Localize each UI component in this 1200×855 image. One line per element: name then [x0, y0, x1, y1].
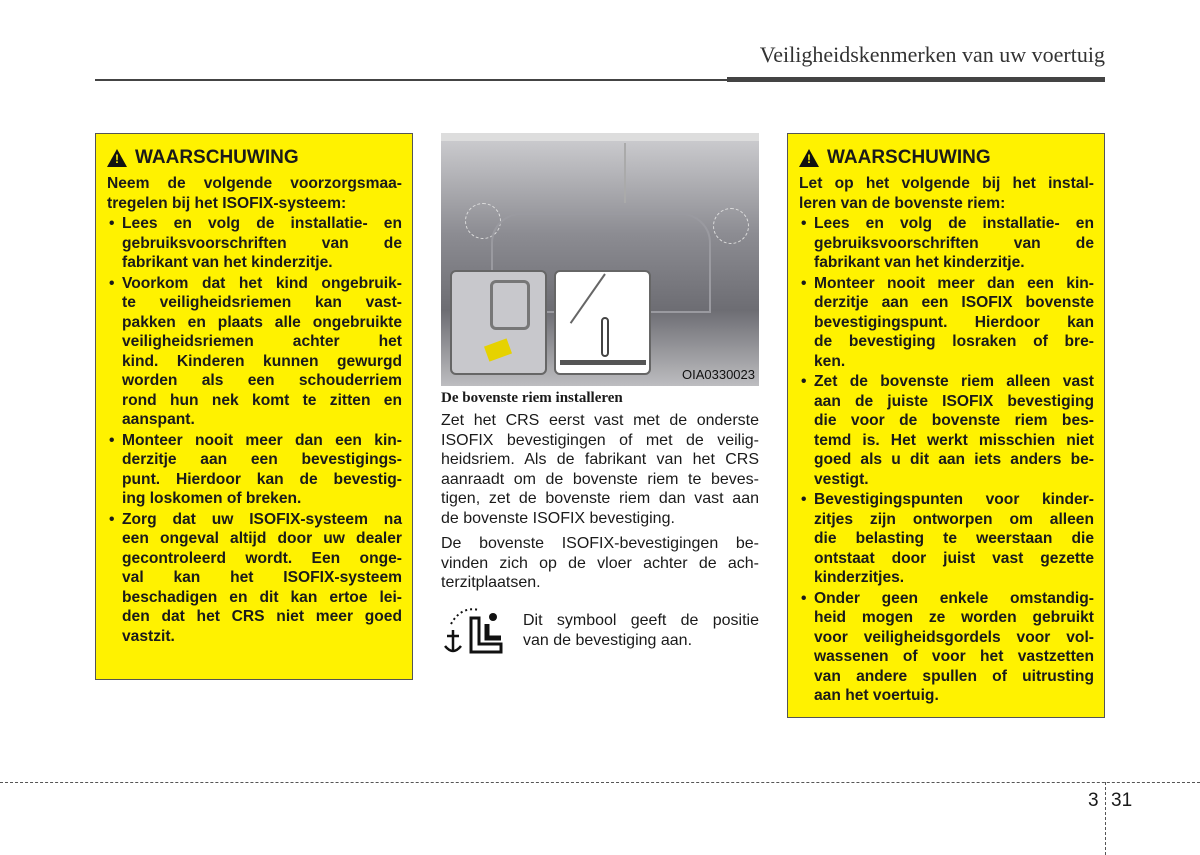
anchor-detail-inset	[450, 270, 547, 375]
text-line: kinderzitjes.	[814, 569, 905, 586]
warning-bullet	[799, 214, 1094, 273]
text-line: • Monteer nooit meer dan een kin-	[814, 274, 1094, 292]
warning-intro	[799, 174, 1094, 213]
warning-bullet	[107, 510, 402, 647]
text-line: wassenen of voor het vastzetten	[814, 648, 1094, 665]
footer-divider	[1105, 782, 1106, 855]
instructions-text	[441, 411, 759, 599]
text-line: • Voorkom dat het kind ongebruik-	[122, 274, 402, 292]
text-line: kind. Kinderen kunnen gewurgd	[122, 352, 402, 370]
text-line: • Zorg dat uw ISOFIX-systeem na	[122, 510, 402, 528]
header-rule	[95, 79, 727, 81]
text-line: terzitplaatsen.	[441, 574, 541, 591]
image-code: OIA0330023	[681, 367, 755, 382]
text-line: voor veiligheidsgordels voor vol-	[814, 628, 1094, 646]
text-line: aan de juiste ISOFIX bevestiging	[814, 392, 1094, 410]
tether-detail-inset	[554, 270, 651, 375]
warning-bullet	[799, 274, 1094, 372]
text-line: fabrikant van het kinderzitje.	[814, 254, 1025, 271]
text-line: beschadigen en dit kan ertoe lei-	[122, 588, 402, 606]
isofix-trunk-photo	[441, 133, 759, 386]
text-line: aanraadt om de bovenste riem te beves-	[441, 470, 759, 488]
text-line: de bevestiging losraken of bre-	[814, 333, 1094, 350]
text-line: • Bevestigingspunten voor kinder-	[814, 491, 1094, 508]
text-line: van de bevestiging aan.	[523, 631, 693, 649]
text-line: • Monteer nooit meer dan een kin-	[122, 431, 402, 449]
text-line: die belasting te weerstaan die	[814, 530, 1094, 547]
text-line: • Lees en volg de installatie- en	[122, 215, 402, 232]
figure-caption: De bovenste riem installeren	[441, 390, 623, 406]
left-warning-box	[95, 133, 413, 680]
paragraph	[441, 534, 759, 593]
text-line: worden als een schouderriem	[122, 372, 402, 389]
text-line: De bovenste ISOFIX-bevestigingen be-	[441, 535, 759, 552]
warning-bullet	[107, 214, 402, 273]
text-line: temd is. Het werkt misschien niet	[814, 431, 1094, 449]
footer-rule	[0, 782, 1200, 783]
text-line: leren van de bovenste riem:	[799, 194, 1006, 212]
text-line: bevestigingspunt. Hierdoor kan	[814, 313, 1094, 331]
text-line: pakken en plaats alle ongebruikte	[122, 313, 402, 331]
warning-bullet	[799, 372, 1094, 489]
text-line: derzitje aan een bevestigings-	[122, 451, 402, 468]
text-line: goed als u dit aan iets anders be-	[814, 451, 1094, 468]
text-line: ing loskomen of breken.	[122, 490, 302, 507]
text-line: ken.	[814, 352, 846, 370]
text-line: Neem de volgende voorzorgsmaa-	[107, 175, 402, 192]
right-warning-box	[787, 133, 1105, 718]
text-line: aanspant.	[122, 411, 195, 428]
text-line: rond hun nek komt te zitten en	[122, 391, 402, 409]
text-line: • Onder geen enkele omstandig-	[814, 589, 1094, 607]
text-line: zitjes zijn ontworpen om alleen	[814, 510, 1094, 528]
text-line: tigen, zet de bovenste riem dan vast aan	[441, 490, 759, 507]
text-line: vestigt.	[814, 470, 869, 488]
page-header-title: Veiligheidskenmerken van uw voertuig	[759, 42, 1105, 67]
text-line: • Zet de bovenste riem alleen vast	[814, 373, 1094, 390]
text-line: Dit symbool geeft de positie	[523, 612, 759, 629]
text-line: veiligheidsriemen achter het	[122, 333, 402, 350]
text-line: gebruiksvoorschriften van de	[122, 234, 402, 252]
text-line: vastzit.	[122, 627, 175, 645]
text-line: fabrikant van het kinderzitje.	[122, 254, 333, 271]
header-rule-thick	[727, 77, 1105, 82]
warning-icon	[107, 149, 127, 167]
isofix-anchor-seat-icon	[441, 604, 513, 660]
text-line: derzitje aan een ISOFIX bovenste	[814, 294, 1094, 311]
page-number: 31	[1111, 790, 1133, 811]
warning-intro	[107, 174, 402, 213]
text-line: den dat het CRS niet meer goed	[122, 608, 402, 625]
warning-bullet	[107, 274, 402, 430]
text-line: punt. Hierdoor kan de bevestig-	[122, 470, 402, 488]
text-line: aan het voertuig.	[814, 687, 939, 704]
text-line: gebruiksvoorschriften van de	[814, 234, 1094, 252]
warning-icon	[799, 149, 819, 167]
text-line: tregelen bij het ISOFIX-systeem:	[107, 194, 347, 212]
text-line: Zet het CRS eerst vast met de onderste	[441, 412, 759, 429]
paragraph	[441, 411, 759, 528]
text-line: die voor de bovenste riem bes-	[814, 412, 1094, 429]
warning-bullet	[799, 589, 1094, 706]
text-line: ontstaat door juist vast gezette	[814, 549, 1094, 567]
text-line: heidsriem. Als de fabrikant van het CRS	[441, 451, 759, 468]
anchor-symbol-note	[441, 604, 759, 660]
warning-title: WAARSCHUWING	[135, 147, 299, 168]
chapter-number: 3	[1088, 790, 1099, 811]
text-line: ISOFIX bevestigingen of met de veilig-	[441, 431, 759, 449]
text-line: een ongeval altijd door uw dealer	[122, 530, 402, 547]
text-line: val kan het ISOFIX-systeem	[122, 569, 402, 586]
text-line: van andere spullen of uitrusting	[814, 667, 1094, 685]
warning-title: WAARSCHUWING	[827, 147, 991, 168]
text-line: Let op het volgende bij het instal-	[799, 175, 1094, 192]
text-line: heid mogen ze worden gebruikt	[814, 609, 1094, 626]
text-line: • Lees en volg de installatie- en	[814, 215, 1094, 232]
text-line: de bovenste ISOFIX bevestiging.	[441, 509, 675, 527]
text-line: gecontroleerd wordt. Een onge-	[122, 549, 402, 567]
text-line: vinden zich op de vloer achter de ach-	[441, 554, 759, 572]
warning-bullet	[799, 490, 1094, 588]
text-line: te veiligheidsriemen kan vast-	[122, 294, 402, 311]
warning-bullet	[107, 431, 402, 509]
